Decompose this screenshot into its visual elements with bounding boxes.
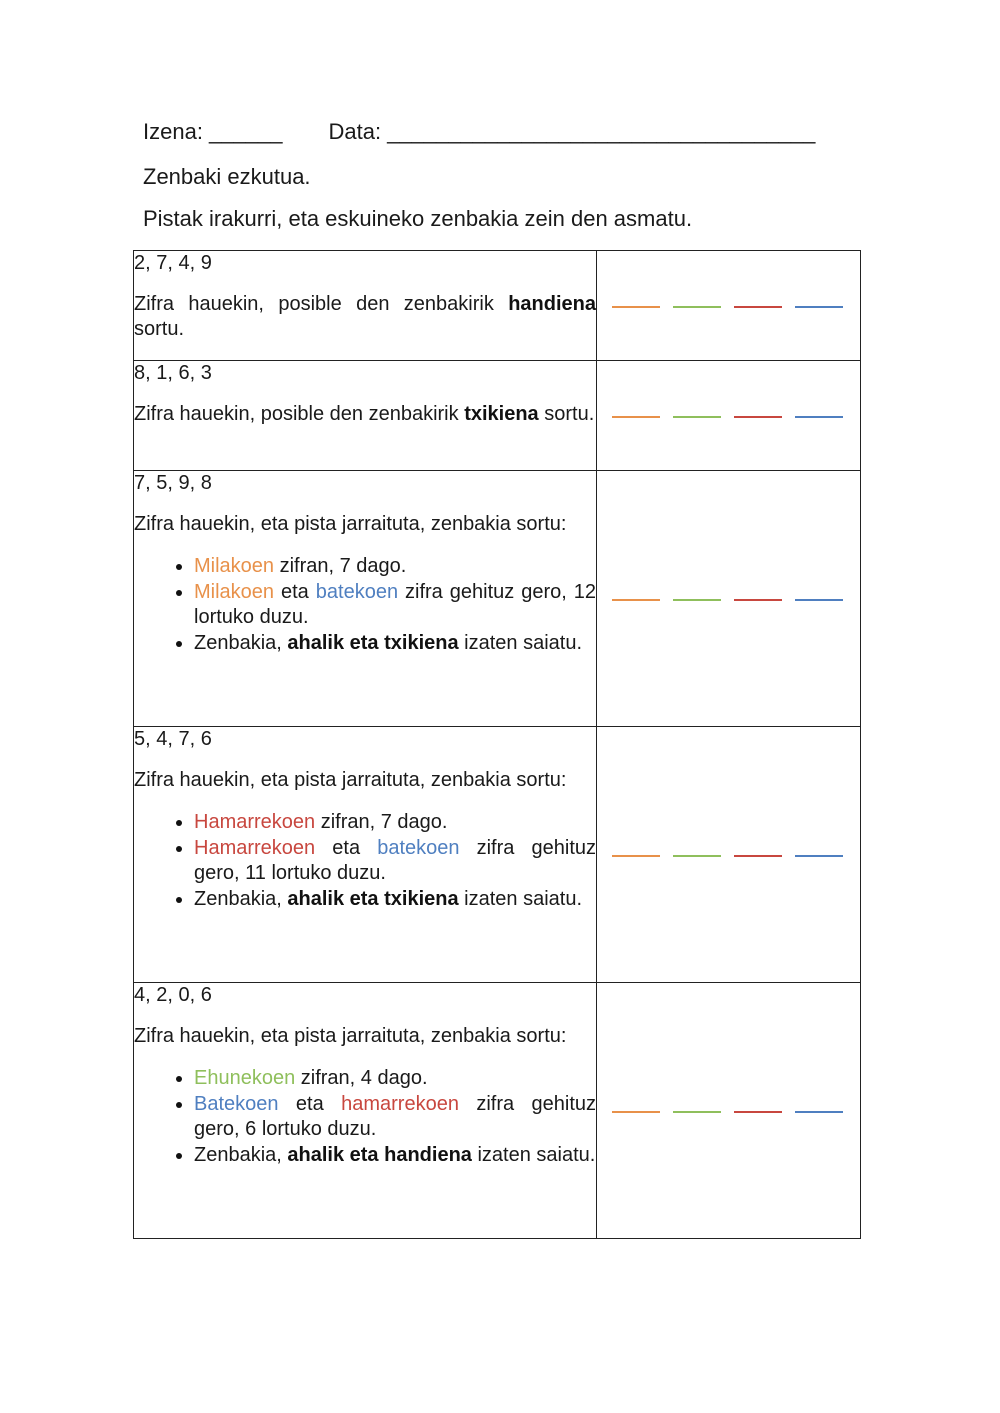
digit-blanks[interactable]: [612, 855, 844, 857]
digit-blanks[interactable]: [612, 306, 844, 308]
puzzle-instruction: Zifra hauekin, eta pista jarraituta, zenbakia sortu:: [134, 1025, 567, 1047]
date-field[interactable]: Data: ___________________________________: [328, 119, 816, 144]
units-blank[interactable]: [795, 1111, 843, 1113]
answer-cell[interactable]: [597, 361, 861, 471]
thousands-blank[interactable]: [612, 306, 660, 308]
puzzle-row: [134, 251, 861, 361]
name-date-line: [143, 119, 815, 145]
clue-cell: [134, 983, 597, 1239]
puzzle-row: [134, 361, 861, 471]
puzzle-row: [134, 727, 861, 983]
answer-cell[interactable]: [597, 727, 861, 983]
puzzle-row: [134, 983, 861, 1239]
clue-list: [134, 810, 596, 912]
hundreds-blank[interactable]: [673, 416, 721, 418]
clue-item: • Hamarrekoen eta batekoen zifra gehituz gero, 11 lortuko duzu.: [194, 836, 596, 886]
tens-blank[interactable]: [734, 1111, 782, 1113]
clue-item: • Milakoen eta batekoen zifra gehituz gero, 12 lortuko duzu.: [194, 580, 596, 630]
digit-blanks[interactable]: [612, 599, 844, 601]
digit-set: 7, 5, 9, 8: [134, 472, 212, 494]
hundreds-blank[interactable]: [673, 306, 721, 308]
digit-blanks[interactable]: [612, 416, 844, 418]
clue-cell: [134, 251, 597, 361]
thousands-blank[interactable]: [612, 855, 660, 857]
units-blank[interactable]: [795, 306, 843, 308]
digit-set: 5, 4, 7, 6: [134, 728, 212, 750]
thousands-blank[interactable]: [612, 416, 660, 418]
hundreds-blank[interactable]: [673, 855, 721, 857]
puzzle-table: [133, 250, 861, 1239]
clue-list: [134, 554, 596, 656]
puzzle-instruction: Zifra hauekin, posible den zenbakirik handiena sortu.: [134, 293, 596, 340]
worksheet-instruction: Pistak irakurri, eta eskuineko zenbakia zein den asmatu.: [143, 206, 693, 231]
clue-cell: [134, 727, 597, 983]
clue-item: • Ehunekoen zifran, 4 dago.: [194, 1066, 596, 1091]
units-blank[interactable]: [795, 855, 843, 857]
name-field[interactable]: Izena: ______: [143, 119, 283, 144]
units-blank[interactable]: [795, 416, 843, 418]
clue-item: • Batekoen eta hamarrekoen zifra gehituz gero, 6 lortuko duzu.: [194, 1092, 596, 1142]
digit-blanks[interactable]: [612, 1111, 844, 1113]
units-blank[interactable]: [795, 599, 843, 601]
clue-item: • Milakoen zifran, 7 dago.: [194, 554, 596, 579]
digit-set: 8, 1, 6, 3: [134, 362, 212, 384]
puzzle-instruction: Zifra hauekin, eta pista jarraituta, zenbakia sortu:: [134, 769, 567, 791]
hundreds-blank[interactable]: [673, 599, 721, 601]
thousands-blank[interactable]: [612, 599, 660, 601]
worksheet-title: Zenbaki ezkutua.: [143, 164, 311, 189]
clue-item: • Zenbakia, ahalik eta txikiena izaten saiatu.: [194, 887, 596, 912]
digit-set: 4, 2, 0, 6: [134, 984, 212, 1006]
clue-item: • Hamarrekoen zifran, 7 dago.: [194, 810, 596, 835]
answer-cell[interactable]: [597, 251, 861, 361]
tens-blank[interactable]: [734, 416, 782, 418]
clue-cell: [134, 361, 597, 471]
clue-item: • Zenbakia, ahalik eta txikiena izaten saiatu.: [194, 631, 596, 656]
thousands-blank[interactable]: [612, 1111, 660, 1113]
hundreds-blank[interactable]: [673, 1111, 721, 1113]
tens-blank[interactable]: [734, 599, 782, 601]
clue-list: [134, 1066, 596, 1168]
clue-cell: [134, 471, 597, 727]
puzzle-row: [134, 471, 861, 727]
answer-cell[interactable]: [597, 471, 861, 727]
answer-cell[interactable]: [597, 983, 861, 1239]
puzzle-instruction: Zifra hauekin, posible den zenbakirik txikiena sortu.: [134, 403, 595, 425]
digit-set: 2, 7, 4, 9: [134, 252, 212, 274]
tens-blank[interactable]: [734, 306, 782, 308]
tens-blank[interactable]: [734, 855, 782, 857]
clue-item: • Zenbakia, ahalik eta handiena izaten saiatu.: [194, 1143, 596, 1168]
puzzle-instruction: Zifra hauekin, eta pista jarraituta, zenbakia sortu:: [134, 513, 567, 535]
